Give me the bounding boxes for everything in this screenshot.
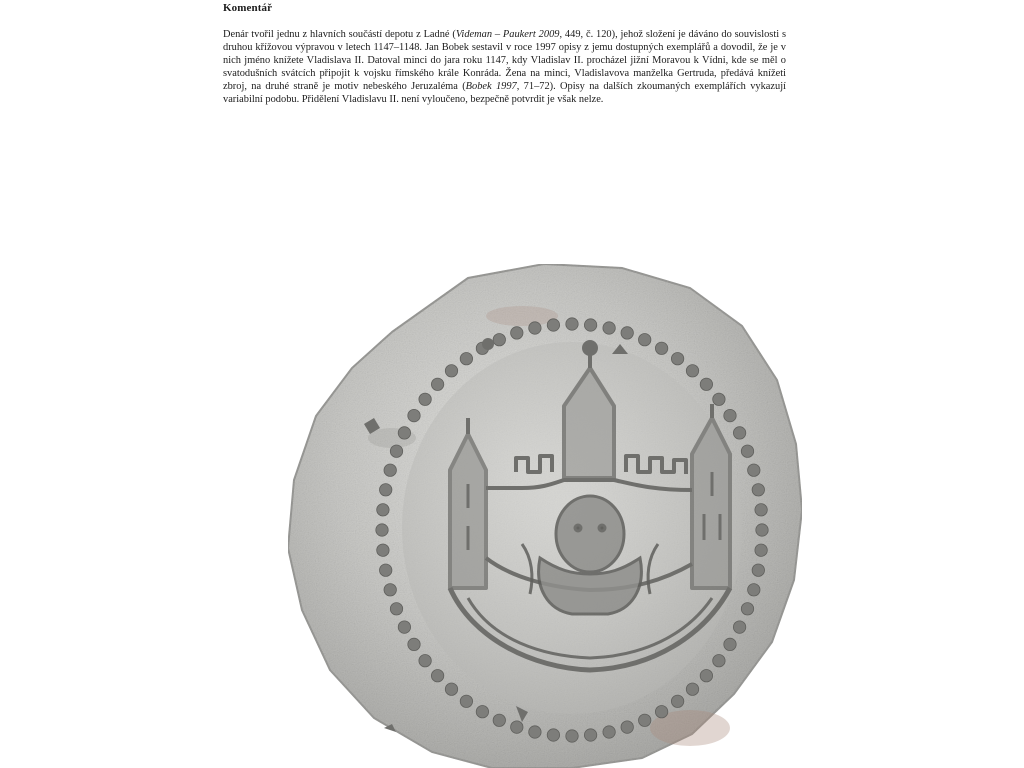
border-bead: [398, 621, 410, 633]
border-bead: [408, 638, 420, 650]
border-bead: [741, 603, 753, 615]
border-bead: [655, 706, 667, 718]
border-bead: [584, 319, 596, 331]
border-bead: [529, 322, 541, 334]
section-heading: Komentář: [223, 2, 273, 14]
border-bead: [671, 695, 683, 707]
border-bead: [398, 427, 410, 439]
border-bead: [431, 378, 443, 390]
commentary-text-1: Denár tvořil jednu z hlavních součástí depotu z Ladné (: [223, 29, 456, 40]
border-bead: [724, 638, 736, 650]
border-bead: [380, 484, 392, 496]
border-bead: [639, 334, 651, 346]
coin-image: [272, 258, 806, 768]
border-bead: [700, 670, 712, 682]
border-bead: [566, 318, 578, 330]
border-bead: [584, 729, 596, 741]
citation-author-1: Videman – Paukert 2009: [455, 29, 560, 40]
border-bead: [511, 721, 523, 733]
border-bead: [621, 721, 633, 733]
border-bead: [755, 504, 767, 516]
border-bead: [603, 726, 615, 738]
border-bead: [700, 378, 712, 390]
border-bead: [419, 393, 431, 405]
border-bead: [445, 683, 457, 695]
border-bead: [390, 445, 402, 457]
border-bead: [460, 353, 472, 365]
border-bead: [547, 729, 559, 741]
border-bead: [748, 584, 760, 596]
border-bead: [377, 504, 389, 516]
border-bead: [419, 655, 431, 667]
border-bead: [476, 706, 488, 718]
border-bead: [384, 584, 396, 596]
border-bead: [621, 327, 633, 339]
border-bead: [377, 544, 389, 556]
border-bead: [756, 524, 768, 536]
border-bead: [376, 524, 388, 536]
border-bead: [686, 683, 698, 695]
border-bead: [724, 409, 736, 421]
border-bead: [445, 365, 457, 377]
border-bead: [655, 342, 667, 354]
border-bead: [529, 726, 541, 738]
border-bead: [755, 544, 767, 556]
border-bead: [547, 319, 559, 331]
border-bead: [733, 427, 745, 439]
commentary-paragraph: [223, 28, 786, 107]
border-bead: [493, 334, 505, 346]
border-bead: [408, 409, 420, 421]
border-bead: [566, 730, 578, 742]
border-bead: [384, 464, 396, 476]
border-bead: [390, 603, 402, 615]
border-bead: [493, 714, 505, 726]
border-bead: [431, 670, 443, 682]
border-bead: [671, 353, 683, 365]
border-bead: [748, 464, 760, 476]
border-bead: [733, 621, 745, 633]
border-bead: [752, 484, 764, 496]
border-bead: [713, 393, 725, 405]
commentary-text-2: , 449, č. 120), jehož složení je dáváno do souvislosti s druhou křížovou výpravou v letech 1147–1148. Jan Bobek sestavil v roce 1997 opisy z jemu dostupných exemplářů a dovodil, že je v nich jméno knížete Vladislava II. Datoval minci do jara roku 1147, kdy Vladislav II. procházel jižní Moravou k Vídni, kde se měl o svatodušních svátcích připojit k vojsku římského krále Konráda. Žena na minci, Vladislavova manželka Gertruda, předává knížeti zbroj, na druhé straně je motiv nebeského Jeruzaléma (: [223, 29, 786, 93]
citation-author-2: Bobek 1997: [465, 81, 517, 93]
commentary-text-3: , 71–72). Opisy na dalších zkoumaných exemplářích vykazují variabilní podobu. Přidělení Vladislavu II. není vyloučeno, bezpečně potvrdit je však nelze.: [223, 81, 786, 106]
border-bead: [460, 695, 472, 707]
coin-figure: [272, 258, 806, 768]
border-bead: [686, 365, 698, 377]
border-bead: [380, 564, 392, 576]
border-bead: [713, 655, 725, 667]
border-bead: [603, 322, 615, 334]
border-bead: [639, 714, 651, 726]
border-bead: [511, 327, 523, 339]
border-bead: [752, 564, 764, 576]
border-bead: [741, 445, 753, 457]
